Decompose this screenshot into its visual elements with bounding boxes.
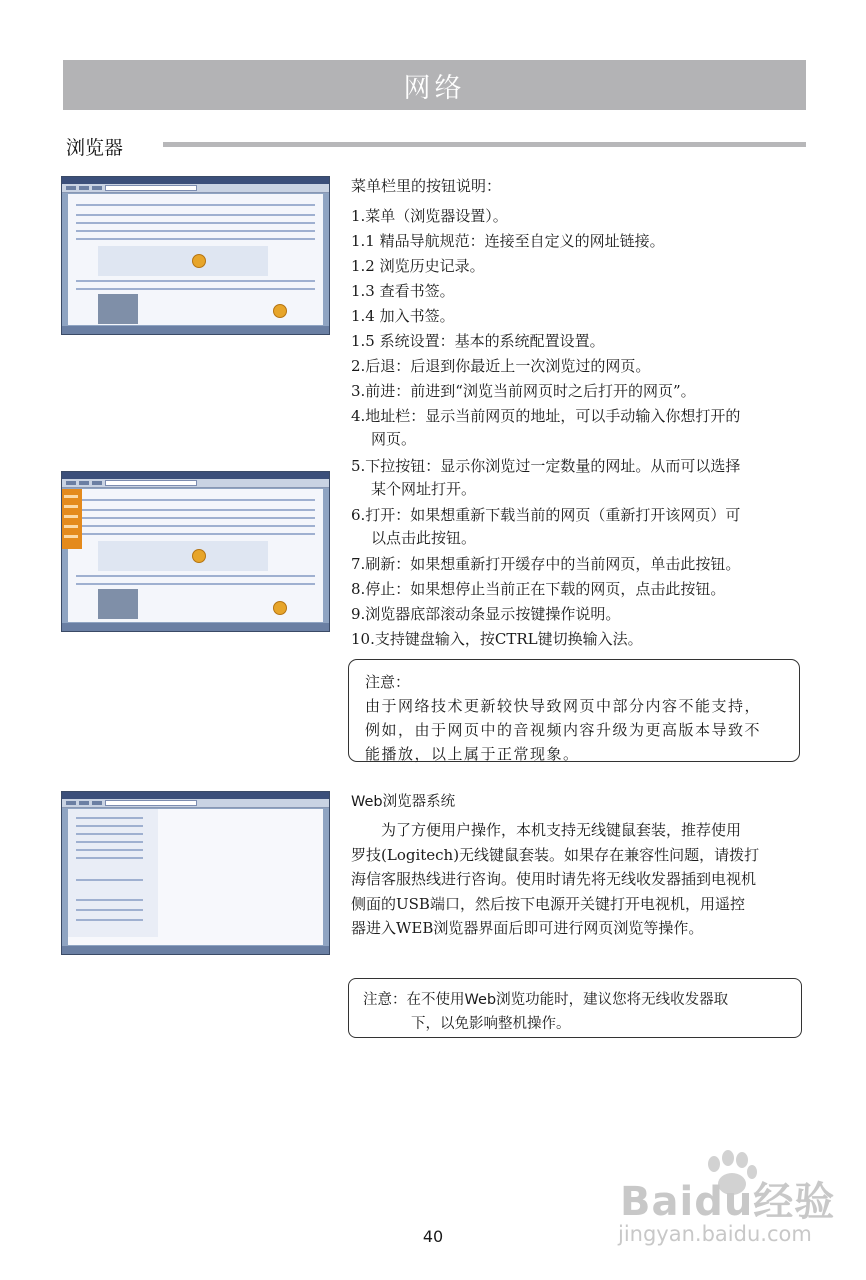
note-line: 注意：在不使用Web浏览功能时，建议您将无线收发器取 (363, 992, 729, 1008)
list-item: 7.刷新：如果想重新打开缓存中的当前网页，单击此按钮。 (351, 555, 741, 573)
web-browser-paragraph (351, 818, 801, 941)
paragraph-line: 为了方便用户操作，本机支持无线键鼠套装，推荐使用 (381, 821, 742, 839)
list-item: 1.5 系统设置：基本的系统配置设置。 (351, 332, 605, 350)
list-item: 9.浏览器底部滚动条显示按键操作说明。 (351, 605, 621, 623)
list-item: 1.4 加入书签。 (351, 307, 455, 325)
browser-screenshot-3 (61, 791, 330, 955)
list-item: 1.2 浏览历史记录。 (351, 257, 485, 275)
paragraph-line: 海信客服热线进行咨询。使用时请先将无线收发器插到电视机 (351, 870, 757, 888)
note-box-network (348, 659, 800, 762)
chapter-banner (63, 60, 806, 110)
paragraph-line: 罗技(Logitech)无线键鼠套装。如果存在兼容性问题，请拨打 (351, 845, 760, 864)
menu-list-title: 菜单栏里的按钮说明： (351, 177, 502, 195)
note-line: 下，以免影响整机操作。 (411, 1016, 571, 1032)
note-box-web (348, 978, 802, 1038)
paragraph-line: 侧面的USB端口，然后按下电源开关键打开电视机，用遥控 (351, 894, 745, 913)
note-label: 注意： (365, 673, 411, 691)
list-item: 4.地址栏：显示当前网页的地址，可以手动输入你想打开的 网页。 (351, 407, 741, 448)
list-item: 5.下拉按钮：显示你浏览过一定数量的网址。从而可以选择 某个网址打开。 (351, 457, 741, 498)
browser-menu-panel (62, 489, 82, 549)
watermark-logo: Baidu经验 (620, 1179, 836, 1225)
list-item: 6.打开：如果想重新下载当前的网页（重新打开该网页）可 以点击此按钮。 (351, 506, 741, 547)
web-browser-title: Web浏览器系统 (351, 794, 456, 810)
browser-screenshot-2 (61, 471, 330, 632)
browser-screenshot-1 (61, 176, 330, 335)
chapter-title: 网络 (403, 72, 466, 104)
section-title: 浏览器 (66, 137, 124, 159)
note-line: 能播放，以上属于正常现象。 (365, 745, 580, 763)
list-item: 10.支持键盘输入，按CTRL键切换输入法。 (351, 630, 643, 648)
page-number: 40 (422, 1227, 444, 1246)
list-item: 1.3 查看书签。 (351, 282, 455, 300)
watermark-url: jingyan.baidu.com (618, 1222, 812, 1246)
list-item: 2.后退：后退到你最近上一次浏览过的网页。 (351, 357, 651, 375)
paragraph-line: 器进入WEB浏览器界面后即可进行网页浏览等操作。 (351, 919, 704, 937)
list-item: 1.菜单（浏览器设置）。 (351, 207, 508, 225)
list-item: 8.停止：如果想停止当前正在下载的网页，点击此按钮。 (351, 580, 726, 598)
section-divider (163, 142, 806, 147)
note-line: 由于网络技术更新较快导致网页中部分内容不能支持， (365, 697, 762, 715)
list-item: 3.前进：前进到“浏览当前网页时之后打开的网页”。 (351, 382, 696, 400)
list-item: 1.1 精品导航规范：连接至自定义的网址链接。 (351, 232, 665, 250)
note-line: 例如，由于网页中的音视频内容升级为更高版本导致不 (365, 721, 762, 739)
